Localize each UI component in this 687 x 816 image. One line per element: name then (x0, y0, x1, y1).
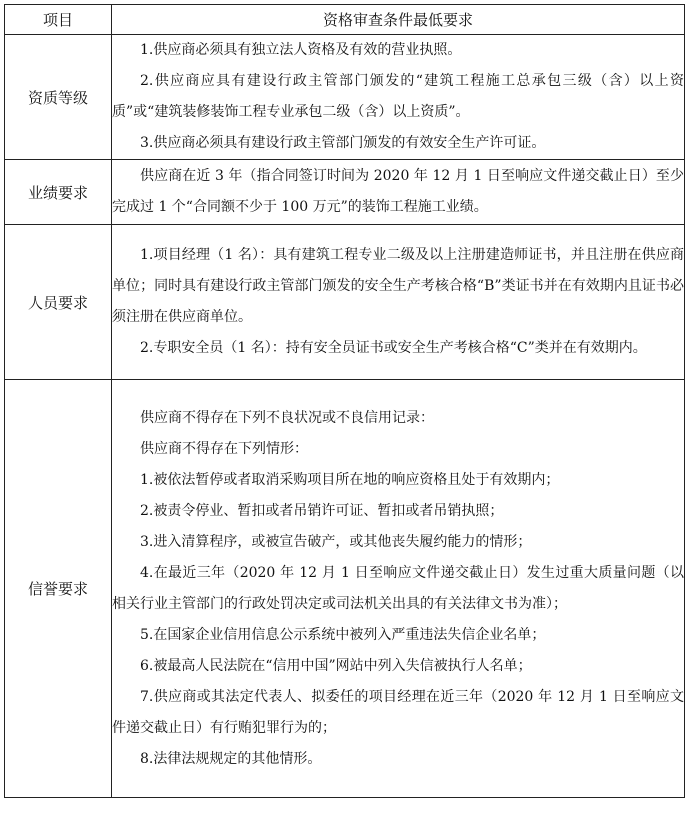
requirement-paragraph: 1.项目经理（1 名）：具有建筑工程专业二级及以上注册建造师证书，并且注册在供应商单位；同时具有建设行政主管部门颁发的安全生产考核合格“B”类证书并在有效期内且证书必须注册在供应商单位。 (112, 247, 684, 325)
header-requirements: 资格审查条件最低要求 (112, 5, 685, 35)
requirement-paragraph: 供应商不得存在下列不良状况或不良信用记录： (140, 409, 434, 426)
requirement-paragraph: 7.供应商或其法定代表人、拟委任的项目经理在近三年（2020 年 12 月 1 日至响应文件递交截止日）有行贿犯罪行为的； (112, 688, 684, 736)
requirement-paragraph: 2.被责令停业、暂扣或者吊销许可证、暂扣或者吊销执照； (140, 502, 504, 519)
header-item: 项目 (5, 5, 112, 35)
row-content (112, 160, 685, 225)
row-label: 资质等级 (5, 35, 112, 160)
requirement-paragraph: 6.被最高人民法院在“信用中国”网站中列入失信被执行人名单； (140, 657, 532, 674)
row-label: 信誉要求 (5, 380, 112, 798)
requirement-paragraph: 5.在国家企业信用信息公示系统中被列入严重违法失信企业名单； (140, 626, 546, 643)
row-label: 人员要求 (5, 225, 112, 380)
requirement-paragraph: 供应商不得存在下列情形： (140, 440, 308, 457)
table-row-personnel (5, 225, 685, 380)
row-content (112, 225, 685, 380)
requirement-paragraph: 3.进入清算程序，或被宣告破产，或其他丧失履约能力的情形； (140, 533, 532, 550)
table-header-row (5, 5, 685, 35)
requirement-paragraph: 1.被依法暂停或者取消采购项目所在地的响应资格且处于有效期内； (140, 471, 560, 488)
requirement-paragraph: 8.法律法规规定的其他情形。 (140, 750, 322, 767)
requirement-paragraph: 2.供应商应具有建设行政主管部门颁发的“建筑工程施工总承包三级（含）以上资质”或“建筑装修装饰工程专业承包二级（含）以上资质”。 (112, 73, 684, 120)
row-content (112, 380, 685, 798)
requirement-paragraph: 2.专职安全员（1 名）：持有安全员证书或安全生产考核合格“C”类并在有效期内。 (140, 340, 647, 356)
table-row-qualification (5, 35, 685, 160)
table-row-performance (5, 160, 685, 225)
row-label: 业绩要求 (5, 160, 112, 225)
qualification-requirements-table (4, 4, 685, 798)
table-row-credit (5, 380, 685, 798)
requirement-paragraph: 3.供应商必须具有建设行政主管部门颁发的有效安全生产许可证。 (140, 135, 546, 151)
requirement-paragraph: 供应商在近 3 年（指合同签订时间为 2020 年 12 月 1 日至响应文件递交截止日）至少完成过 1 个“合同额不少于 100 万元”的装饰工程施工业绩。 (112, 168, 684, 215)
row-content (112, 35, 685, 160)
requirement-paragraph: 4.在最近三年（2020 年 12 月 1 日至响应文件递交截止日）发生过重大质量问题（以相关行业主管部门的行政处罚决定或司法机关出具的有关法律文书为准）； (112, 564, 684, 612)
requirement-paragraph: 1.供应商必须具有独立法人资格及有效的营业执照。 (140, 42, 462, 58)
